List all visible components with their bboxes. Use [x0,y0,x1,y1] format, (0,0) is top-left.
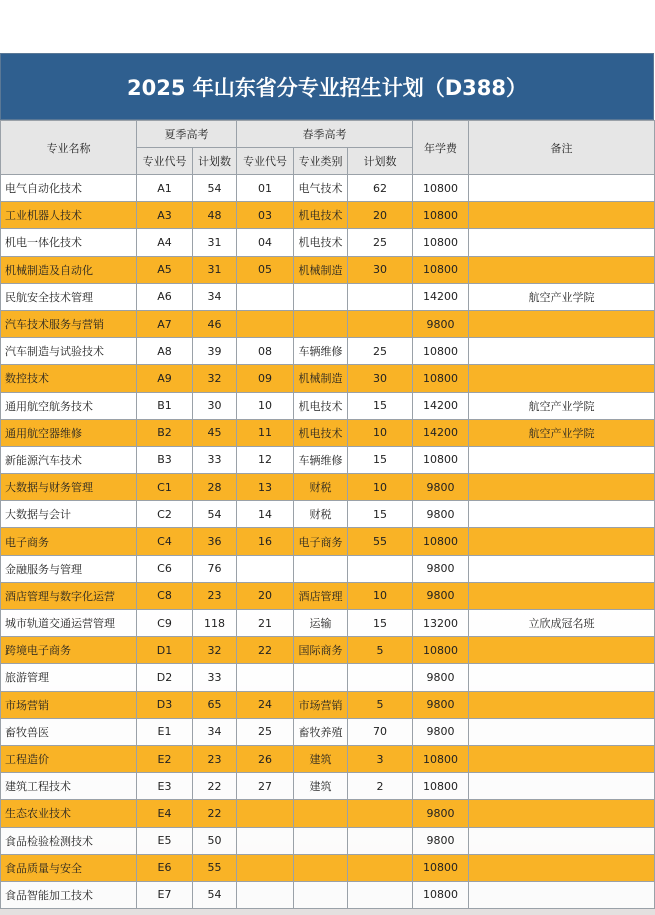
cell-spring-category: 车辆维修 [294,338,348,365]
cell-spring-plan: 55 [348,528,413,555]
cell-spring-code [237,283,294,310]
cell-spring-code [237,881,294,908]
header-summer-code: 专业代号 [137,148,193,175]
table-row [1,610,655,637]
cell-spring-code [237,555,294,582]
cell-remark [469,637,655,664]
cell-summer-plan: 76 [193,555,237,582]
cell-remark [469,854,655,881]
cell-summer-code: A7 [137,310,193,337]
cell-spring-code: 24 [237,691,294,718]
header-remarks: 备注 [469,121,655,175]
cell-tuition: 9800 [413,800,469,827]
cell-summer-plan: 50 [193,827,237,854]
cell-spring-category: 机械制造 [294,365,348,392]
cell-spring-category: 财税 [294,501,348,528]
cell-major-name: 生态农业技术 [1,800,137,827]
cell-spring-category [294,283,348,310]
cell-summer-code: A3 [137,202,193,229]
cell-summer-code: D2 [137,664,193,691]
cell-spring-code: 22 [237,637,294,664]
cell-summer-code: C1 [137,474,193,501]
cell-remark [469,474,655,501]
cell-summer-plan: 45 [193,419,237,446]
cell-spring-plan: 20 [348,202,413,229]
cell-tuition: 9800 [413,718,469,745]
cell-tuition: 9800 [413,827,469,854]
cell-spring-plan: 15 [348,392,413,419]
cell-spring-code: 16 [237,528,294,555]
table-row [1,202,655,229]
cell-major-name: 机械制造及自动化 [1,256,137,283]
cell-spring-plan: 3 [348,745,413,772]
cell-remark [469,555,655,582]
cell-summer-code: C6 [137,555,193,582]
cell-remark [469,446,655,473]
table-row [1,881,655,908]
cell-spring-plan: 5 [348,637,413,664]
table-row [1,283,655,310]
cell-major-name: 工程造价 [1,745,137,772]
table-row [1,446,655,473]
cell-spring-category: 电气技术 [294,175,348,202]
table-row [1,637,655,664]
cell-remark [469,528,655,555]
cell-major-name: 跨境电子商务 [1,637,137,664]
cell-spring-code: 10 [237,392,294,419]
cell-remark [469,501,655,528]
cell-tuition: 10800 [413,881,469,908]
cell-remark [469,745,655,772]
cell-summer-plan: 22 [193,773,237,800]
cell-spring-plan [348,283,413,310]
cell-summer-plan: 39 [193,338,237,365]
cell-remark [469,718,655,745]
cell-spring-code: 01 [237,175,294,202]
cell-spring-category [294,854,348,881]
cell-tuition: 14200 [413,392,469,419]
cell-major-name: 食品质量与安全 [1,854,137,881]
header-summer-exam: 夏季高考 [137,121,237,148]
cell-summer-code: A9 [137,365,193,392]
cell-summer-code: E3 [137,773,193,800]
cell-summer-code: E1 [137,718,193,745]
cell-summer-plan: 23 [193,582,237,609]
cell-remark [469,229,655,256]
cell-summer-plan: 118 [193,610,237,637]
table-row [1,365,655,392]
cell-major-name: 通用航空器维修 [1,419,137,446]
cell-major-name: 机电一体化技术 [1,229,137,256]
table-body [1,175,655,909]
cell-summer-plan: 33 [193,664,237,691]
cell-spring-code [237,664,294,691]
cell-summer-code: E6 [137,854,193,881]
cell-spring-code: 25 [237,718,294,745]
cell-tuition: 9800 [413,310,469,337]
cell-remark [469,310,655,337]
cell-remark [469,800,655,827]
table-row [1,229,655,256]
cell-remark [469,691,655,718]
cell-spring-code [237,854,294,881]
cell-summer-code: C8 [137,582,193,609]
cell-spring-category: 运输 [294,610,348,637]
table-row [1,310,655,337]
cell-spring-code: 26 [237,745,294,772]
table-row [1,800,655,827]
cell-tuition: 10800 [413,446,469,473]
cell-summer-code: A1 [137,175,193,202]
cell-spring-plan [348,800,413,827]
cell-remark: 立欣成冠名班 [469,610,655,637]
table-row [1,745,655,772]
cell-remark [469,365,655,392]
cell-spring-category: 国际商务 [294,637,348,664]
cell-summer-plan: 36 [193,528,237,555]
cell-tuition: 9800 [413,474,469,501]
cell-summer-plan: 23 [193,745,237,772]
cell-spring-category: 财税 [294,474,348,501]
cell-tuition: 14200 [413,283,469,310]
cell-summer-code: E2 [137,745,193,772]
header-major-name: 专业名称 [1,121,137,175]
cell-summer-plan: 31 [193,256,237,283]
cell-remark: 航空产业学院 [469,283,655,310]
cell-summer-plan: 65 [193,691,237,718]
cell-tuition: 10800 [413,365,469,392]
cell-spring-plan: 25 [348,338,413,365]
cell-spring-code: 05 [237,256,294,283]
cell-remark: 航空产业学院 [469,392,655,419]
table-row [1,175,655,202]
header-spring-exam: 春季高考 [237,121,413,148]
cell-spring-plan: 15 [348,501,413,528]
cell-spring-code [237,310,294,337]
cell-tuition: 10800 [413,229,469,256]
cell-spring-plan [348,854,413,881]
cell-summer-plan: 33 [193,446,237,473]
table-row [1,582,655,609]
cell-remark [469,773,655,800]
cell-major-name: 食品智能加工技术 [1,881,137,908]
cell-summer-plan: 34 [193,283,237,310]
cell-summer-plan: 32 [193,637,237,664]
cell-spring-category: 车辆维修 [294,446,348,473]
cell-major-name: 通用航空航务技术 [1,392,137,419]
cell-tuition: 9800 [413,582,469,609]
table-row [1,256,655,283]
cell-summer-plan: 31 [193,229,237,256]
cell-spring-category [294,881,348,908]
cell-spring-plan: 15 [348,446,413,473]
cell-summer-code: E7 [137,881,193,908]
cell-spring-plan: 10 [348,474,413,501]
cell-remark [469,827,655,854]
cell-spring-plan: 15 [348,610,413,637]
cell-spring-code: 14 [237,501,294,528]
cell-tuition: 10800 [413,202,469,229]
table-row [1,691,655,718]
cell-remark: 航空产业学院 [469,419,655,446]
cell-spring-category: 建筑 [294,745,348,772]
cell-summer-code: B3 [137,446,193,473]
cell-summer-plan: 28 [193,474,237,501]
cell-spring-plan: 25 [348,229,413,256]
cell-spring-plan: 5 [348,691,413,718]
cell-spring-category: 机电技术 [294,392,348,419]
cell-tuition: 9800 [413,501,469,528]
table-row [1,474,655,501]
enrollment-table [0,120,655,909]
cell-spring-plan: 30 [348,256,413,283]
table-row [1,501,655,528]
cell-spring-category: 畜牧养殖 [294,718,348,745]
cell-remark [469,664,655,691]
cell-spring-plan [348,827,413,854]
cell-spring-category [294,555,348,582]
page-title: 2025 年山东省分专业招生计划（D388） [0,53,654,120]
cell-tuition: 14200 [413,419,469,446]
cell-major-name: 大数据与财务管理 [1,474,137,501]
cell-spring-category: 电子商务 [294,528,348,555]
cell-major-name: 畜牧兽医 [1,718,137,745]
cell-spring-category: 机械制造 [294,256,348,283]
cell-major-name: 工业机器人技术 [1,202,137,229]
header-tuition: 年学费 [413,121,469,175]
cell-summer-plan: 54 [193,501,237,528]
cell-tuition: 9800 [413,555,469,582]
cell-summer-code: E4 [137,800,193,827]
cell-spring-code: 09 [237,365,294,392]
cell-major-name: 城市轨道交通运营管理 [1,610,137,637]
table-row [1,664,655,691]
cell-spring-category: 机电技术 [294,419,348,446]
cell-major-name: 汽车技术服务与营销 [1,310,137,337]
cell-remark [469,338,655,365]
cell-major-name: 大数据与会计 [1,501,137,528]
cell-spring-category [294,310,348,337]
cell-summer-code: A5 [137,256,193,283]
cell-summer-plan: 54 [193,881,237,908]
header-spring-plan: 计划数 [348,148,413,175]
cell-major-name: 电子商务 [1,528,137,555]
header-spring-category: 专业类别 [294,148,348,175]
cell-summer-plan: 55 [193,854,237,881]
cell-summer-code: D3 [137,691,193,718]
cell-tuition: 9800 [413,691,469,718]
cell-tuition: 10800 [413,175,469,202]
table-row [1,392,655,419]
cell-spring-code: 21 [237,610,294,637]
cell-tuition: 13200 [413,610,469,637]
cell-summer-code: E5 [137,827,193,854]
cell-remark [469,202,655,229]
cell-remark [469,175,655,202]
header-summer-plan: 计划数 [193,148,237,175]
table-row [1,773,655,800]
cell-summer-plan: 32 [193,365,237,392]
cell-spring-code: 12 [237,446,294,473]
cell-summer-code: C4 [137,528,193,555]
header-spring-code: 专业代号 [237,148,294,175]
cell-tuition: 10800 [413,637,469,664]
cell-spring-plan: 10 [348,419,413,446]
cell-spring-category: 建筑 [294,773,348,800]
cell-spring-plan [348,664,413,691]
cell-tuition: 9800 [413,664,469,691]
table-row [1,555,655,582]
cell-major-name: 电气自动化技术 [1,175,137,202]
cell-spring-plan: 30 [348,365,413,392]
cell-summer-code: B1 [137,392,193,419]
cell-spring-category: 市场营销 [294,691,348,718]
cell-spring-plan: 2 [348,773,413,800]
cell-major-name: 金融服务与管理 [1,555,137,582]
cell-major-name: 汽车制造与试验技术 [1,338,137,365]
cell-summer-plan: 46 [193,310,237,337]
cell-summer-code: B2 [137,419,193,446]
cell-spring-plan: 70 [348,718,413,745]
cell-tuition: 10800 [413,338,469,365]
cell-spring-plan [348,555,413,582]
cell-summer-code: A4 [137,229,193,256]
cell-tuition: 10800 [413,528,469,555]
table-row [1,528,655,555]
cell-spring-code: 08 [237,338,294,365]
table-row [1,338,655,365]
table-row [1,854,655,881]
cell-summer-plan: 54 [193,175,237,202]
cell-spring-plan: 62 [348,175,413,202]
cell-tuition: 10800 [413,854,469,881]
cell-summer-code: A8 [137,338,193,365]
cell-spring-category [294,800,348,827]
cell-spring-code: 11 [237,419,294,446]
cell-spring-code [237,827,294,854]
cell-major-name: 食品检验检测技术 [1,827,137,854]
cell-major-name: 旅游管理 [1,664,137,691]
cell-major-name: 市场营销 [1,691,137,718]
cell-major-name: 数控技术 [1,365,137,392]
cell-summer-code: C9 [137,610,193,637]
table-row [1,419,655,446]
cell-spring-plan [348,310,413,337]
cell-tuition: 10800 [413,745,469,772]
cell-spring-code: 03 [237,202,294,229]
cell-tuition: 10800 [413,256,469,283]
cell-summer-plan: 34 [193,718,237,745]
cell-spring-category: 机电技术 [294,202,348,229]
cell-spring-category: 机电技术 [294,229,348,256]
table-row [1,827,655,854]
cell-major-name: 民航安全技术管理 [1,283,137,310]
cell-major-name: 新能源汽车技术 [1,446,137,473]
cell-summer-code: D1 [137,637,193,664]
cell-remark [469,256,655,283]
cell-major-name: 建筑工程技术 [1,773,137,800]
cell-spring-code [237,800,294,827]
cell-summer-code: A6 [137,283,193,310]
cell-remark [469,881,655,908]
cell-spring-category: 酒店管理 [294,582,348,609]
cell-major-name: 酒店管理与数字化运营 [1,582,137,609]
enrollment-plan-sheet [0,53,654,909]
cell-spring-category [294,664,348,691]
cell-summer-plan: 48 [193,202,237,229]
cell-spring-code: 04 [237,229,294,256]
cell-remark [469,582,655,609]
cell-spring-plan [348,881,413,908]
cell-tuition: 10800 [413,773,469,800]
cell-spring-code: 20 [237,582,294,609]
table-row [1,718,655,745]
cell-spring-code: 27 [237,773,294,800]
cell-spring-plan: 10 [348,582,413,609]
cell-spring-category [294,827,348,854]
cell-summer-plan: 22 [193,800,237,827]
cell-summer-plan: 30 [193,392,237,419]
cell-spring-code: 13 [237,474,294,501]
cell-summer-code: C2 [137,501,193,528]
